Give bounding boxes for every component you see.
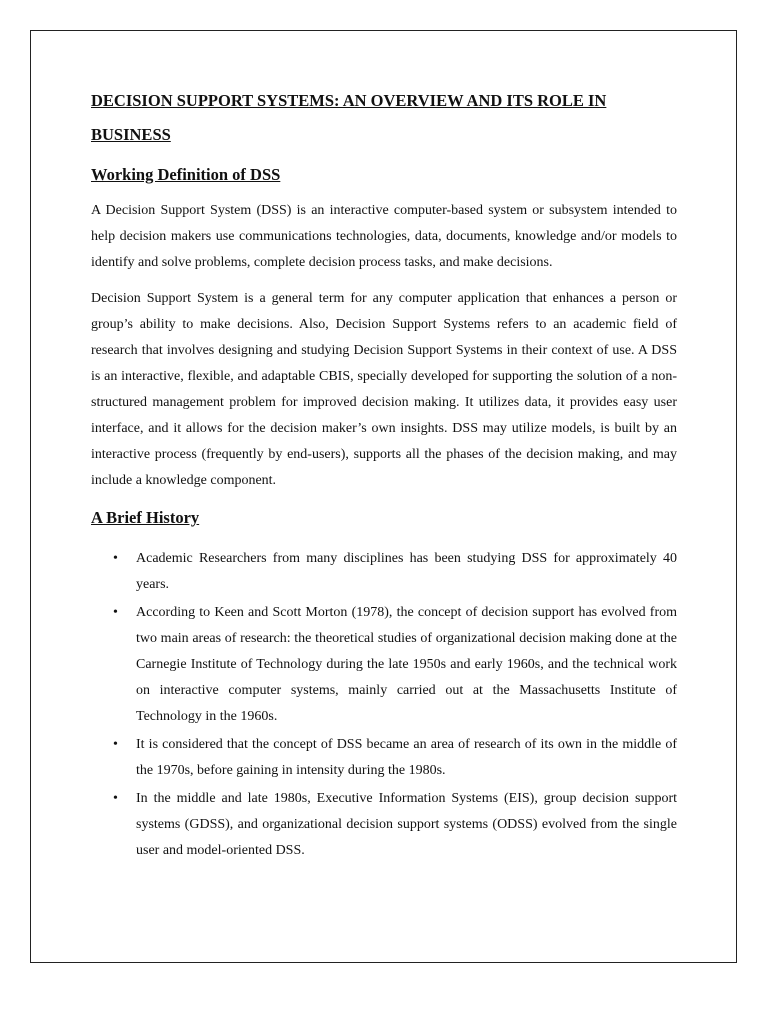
definition-paragraph-1: A Decision Support System (DSS) is an interactive computer-based system or subsystem intended to help decision makers use communications technologies, data, documents, knowledge and/or models to identify and solve problems, complete decision process tasks, and make decisions. <box>91 203 677 270</box>
list-item <box>91 786 677 864</box>
definition-paragraph-2: Decision Support System is a general term for any computer application that enhances a person or group’s ability to make decisions. Also, Decision Support Systems refers to an academic field of research that involves designing and studying Decision Support Systems in their context of use. A DSS is an interactive, flexible, and adaptable CBIS, specially developed for supporting the solution of a non-structured management problem for improved decision making. It utilizes data, it provides easy user interface, and it allows for the decision maker’s own insights. DSS may utilize models, is built by an interactive process (frequently by end-users), supports all the phases of the decision making, and may include a knowledge component. <box>91 291 677 488</box>
list-item-text: According to Keen and Scott Morton (1978), the concept of decision support has evolved from two main areas of research: the theoretical studies of organizational decision making done at the Carnegie Institute of Technology during the late 1950s and early 1960s, and the technical work on interactive computer systems, mainly carried out at the Massachusetts Institute of Technology in the 1960s. <box>136 605 677 724</box>
section-heading-working-definition: Working Definition of DSS <box>91 165 281 184</box>
list-item-text: Academic Researchers from many disciplines has been studying DSS for approximately 40 years. <box>136 551 677 592</box>
section-heading-brief-history: A Brief History <box>91 508 200 527</box>
list-item-text: In the middle and late 1980s, Executive Information Systems (EIS), group decision support systems (GDSS), and organizational decision support systems (ODSS) evolved from the single user and model-oriented DSS. <box>136 791 677 858</box>
bullet-icon: • <box>113 551 118 566</box>
bullet-icon: • <box>113 791 118 806</box>
list-item <box>91 600 677 730</box>
list-item <box>91 732 677 784</box>
bullet-icon: • <box>113 605 118 620</box>
list-item <box>91 546 677 598</box>
document-body <box>91 84 677 866</box>
list-item-text: It is considered that the concept of DSS became an area of research of its own in the middle of the 1970s, before gaining in intensity during the 1980s. <box>136 737 677 778</box>
bullet-icon: • <box>113 737 118 752</box>
document-title: DECISION SUPPORT SYSTEMS: AN OVERVIEW AND ITS ROLE IN BUSINESS <box>91 91 607 144</box>
history-bullet-list <box>91 546 677 864</box>
